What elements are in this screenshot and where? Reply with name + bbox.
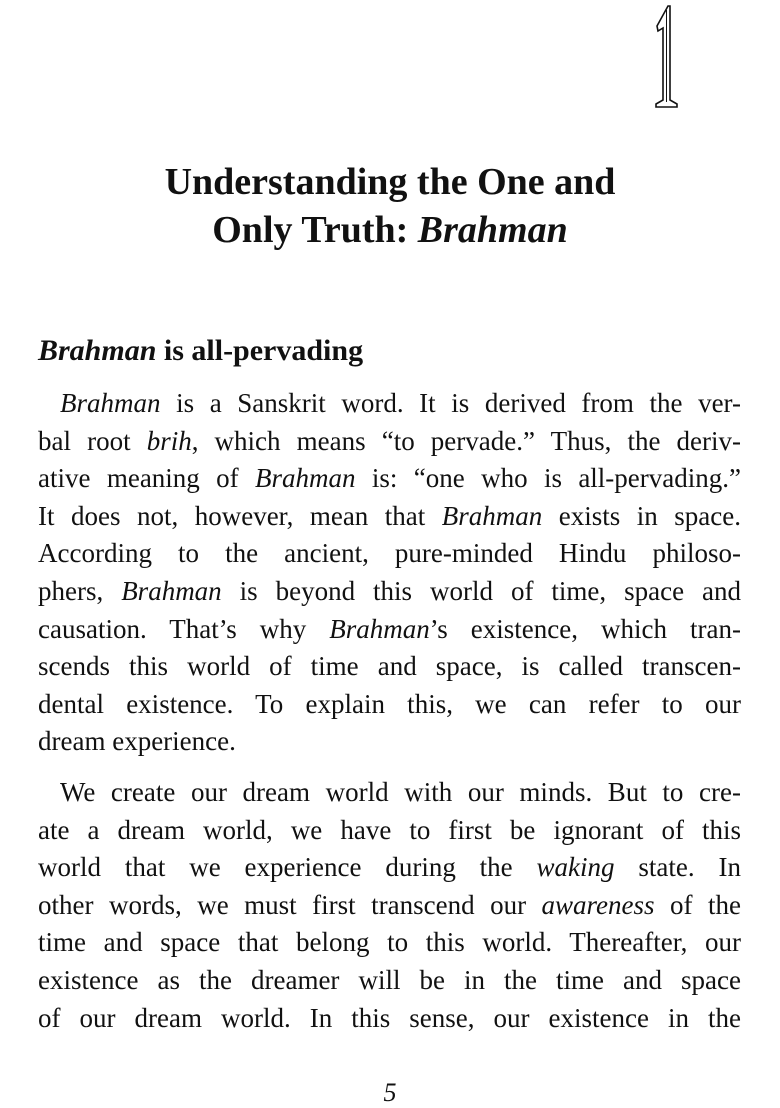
section-heading: Brahman is all-pervading — [38, 334, 364, 367]
text-line: According to the ancient, pure-minded Hindu philoso- — [38, 538, 741, 569]
chapter-number-text — [653, 108, 654, 109]
text-line: dental existence. To explain this, we can refer to our — [38, 688, 741, 719]
chapter-number — [653, 4, 679, 108]
page-number: 5 — [383, 1078, 397, 1107]
chapter-title — [0, 158, 780, 254]
text-line: Brahman is a Sanskrit word. It is derived from the ver- — [60, 388, 741, 418]
text-line: scends this world of time and space, is called transcen- — [38, 651, 741, 682]
text-line: It does not, however, mean that Brahman exists in space. — [38, 500, 741, 531]
text-line: of our dream world. In this sense, our existence in the — [38, 1002, 741, 1033]
text-line: ate a dream world, we have to first be ignorant of this — [38, 814, 741, 845]
text-line: causation. That’s why Brahman’s existence, which tran- — [38, 613, 741, 644]
text-line: world that we experience during the waking state. In — [38, 852, 741, 883]
chapter-title-line-2: Only Truth: Brahman — [212, 209, 568, 251]
chapter-number-glyph — [653, 4, 679, 108]
chapter-title-italic: Brahman — [417, 209, 568, 251]
text-line: existence as the dreamer will be in the time and space — [38, 964, 741, 995]
text-line: dream experience. — [38, 726, 236, 757]
text-line: phers, Brahman is beyond this world of time, space and — [38, 575, 741, 606]
text-line: ative meaning of Brahman is: “one who is all-pervading.” — [38, 463, 741, 494]
text-line: We create our dream world with our minds. But to cre- — [60, 777, 741, 807]
text-line: other words, we must first transcend our awareness of the — [38, 889, 741, 920]
text-line: time and space that belong to this world. Thereafter, our — [38, 927, 741, 958]
chapter-title-line-1: Understanding the One and — [164, 161, 616, 203]
text-line: bal root brih, which means “to pervade.” Thus, the deriv- — [38, 425, 741, 456]
paragraph-1 — [38, 385, 741, 761]
paragraph-2 — [38, 774, 741, 1037]
